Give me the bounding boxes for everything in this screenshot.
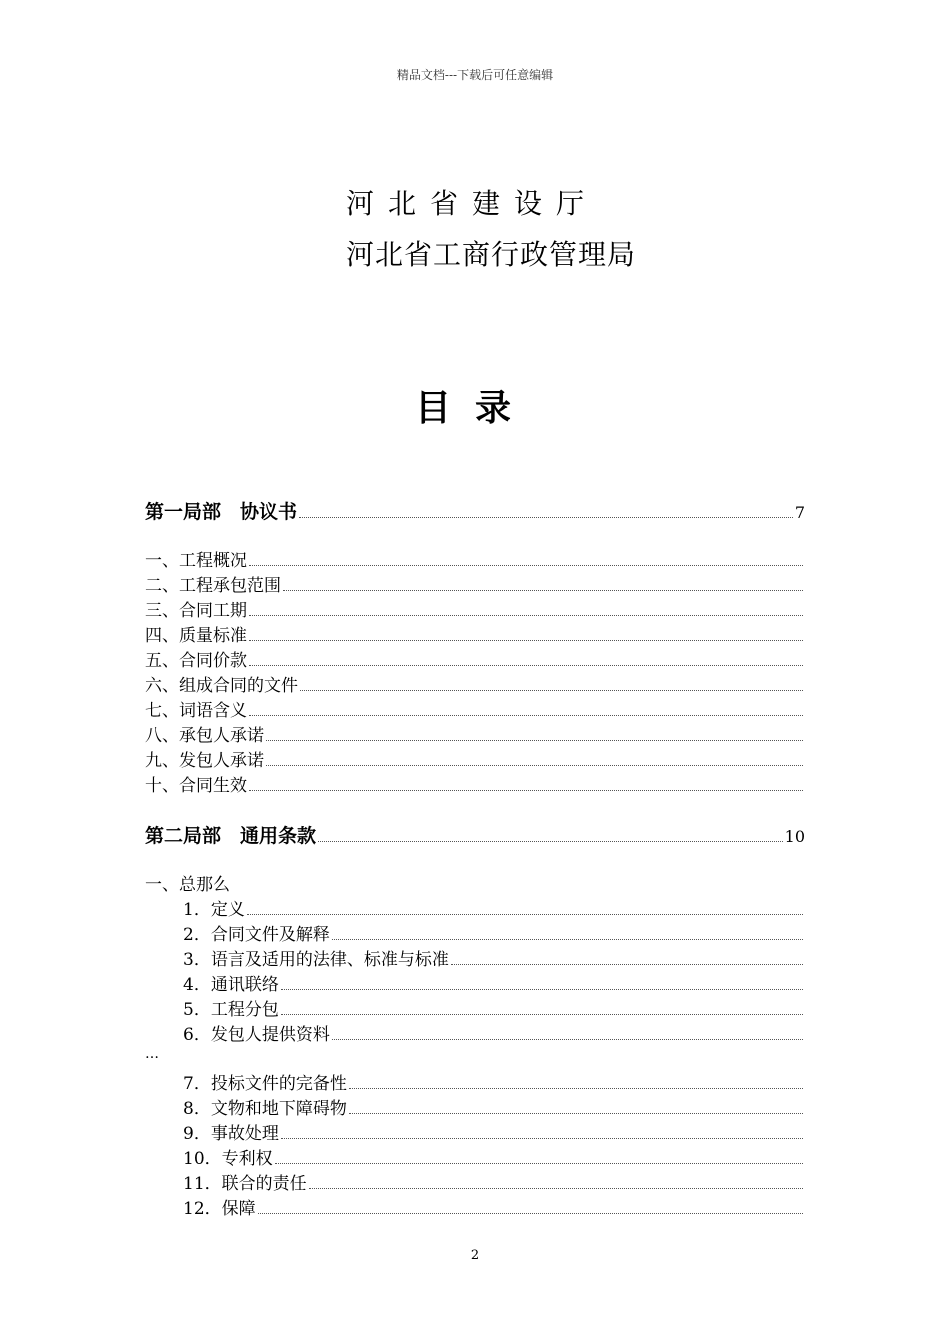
toc-entry-label: 11．联合的责任 [183,1174,307,1194]
toc-entry-label: 十、合同生效 [145,776,247,796]
toc-entry[interactable] [183,1122,805,1146]
toc-entry-label: 二、工程承包范围 [145,576,281,596]
toc-entry[interactable] [145,674,805,698]
org-name-1: 河北省建设厅 [346,187,599,220]
toc-entry[interactable] [145,599,805,623]
toc-entry-label: 7．投标文件的完备性 [183,1074,347,1094]
toc-entry-label: 四、质量标准 [145,626,247,646]
page-header: 精品文档---下载后可任意编辑 [396,68,554,82]
dot-leader [247,914,803,915]
dot-leader [332,1039,803,1040]
toc-entry-label: 七、词语含义 [145,701,247,721]
toc-entry-label: 1．定义 [183,900,245,920]
overflow-dots: … [145,1046,159,1062]
toc-entry-label: 八、承包人承诺 [145,726,264,746]
toc-title: 目录 [414,388,535,429]
dot-leader [283,590,803,591]
dot-leader [332,939,803,940]
toc-entry[interactable] [183,1172,805,1196]
toc-entry-label: 五、合同价款 [145,651,247,671]
toc-entry-label: 六、组成合同的文件 [145,676,298,696]
toc-entry-label: 10．专利权 [183,1149,273,1169]
dot-leader [275,1163,803,1164]
toc-entry[interactable] [145,574,805,598]
toc-page-number: 10 [784,827,805,846]
org-name-2: 河北省工商行政管理局 [346,238,637,271]
toc-part-2[interactable] [145,824,805,848]
toc-entry-label: 8．文物和地下障碍物 [183,1099,347,1119]
toc-entry[interactable] [145,649,805,673]
toc-entry[interactable] [145,549,805,573]
toc-entry[interactable] [183,1197,805,1221]
toc-part-label: 第一局部 协议书 [145,501,298,523]
toc-part-1[interactable] [145,500,805,524]
dot-leader [249,715,803,716]
toc-entry[interactable] [183,1147,805,1171]
dot-leader [281,1138,803,1139]
toc-entry-label: 5．工程分包 [183,1000,279,1020]
dot-leader [249,565,803,566]
toc-entry-label: 一、工程概况 [145,551,247,571]
toc-entry[interactable] [183,1097,805,1121]
dot-leader [266,765,803,766]
toc-section-heading[interactable] [145,873,805,897]
toc-entry[interactable] [183,1023,805,1047]
toc-entry[interactable] [183,923,805,947]
dot-leader [249,665,803,666]
toc-page-number: 7 [794,503,805,522]
toc-entry-label: 九、发包人承诺 [145,751,264,771]
toc-entry-label: 一、总那么 [145,875,230,895]
toc-entry-label: 4．通讯联络 [183,975,279,995]
dot-leader [300,690,803,691]
dot-leader [266,740,803,741]
toc-entry-label: 9．事故处理 [183,1124,279,1144]
dot-leader [249,640,803,641]
page-number: 2 [470,1248,480,1263]
toc-entry[interactable] [145,749,805,773]
dot-leader [249,615,803,616]
toc-entry[interactable] [145,624,805,648]
dot-leader [309,1188,803,1189]
dot-leader [299,517,793,518]
toc-entry-label: 12．保障 [183,1199,256,1219]
dot-leader [281,989,803,990]
toc-entry-label: 6．发包人提供资料 [183,1025,330,1045]
toc-entry[interactable] [183,1072,805,1096]
toc-entry[interactable] [145,724,805,748]
toc-entry[interactable] [183,898,805,922]
toc-entry-label: 2．合同文件及解释 [183,925,330,945]
toc-entry[interactable] [183,948,805,972]
toc-entry-label: 3．语言及适用的法律、标准与标准 [183,950,449,970]
toc-entry[interactable] [183,973,805,997]
toc-entry[interactable] [145,699,805,723]
dot-leader [249,790,803,791]
toc-entry[interactable] [183,998,805,1022]
toc-entry[interactable] [145,774,805,798]
dot-leader [318,841,783,842]
dot-leader [451,964,803,965]
dot-leader [349,1113,803,1114]
toc-part-label: 第二局部 通用条款 [145,825,317,847]
toc-entry-label: 三、合同工期 [145,601,247,621]
dot-leader [349,1088,803,1089]
dot-leader [281,1014,803,1015]
dot-leader [258,1213,803,1214]
